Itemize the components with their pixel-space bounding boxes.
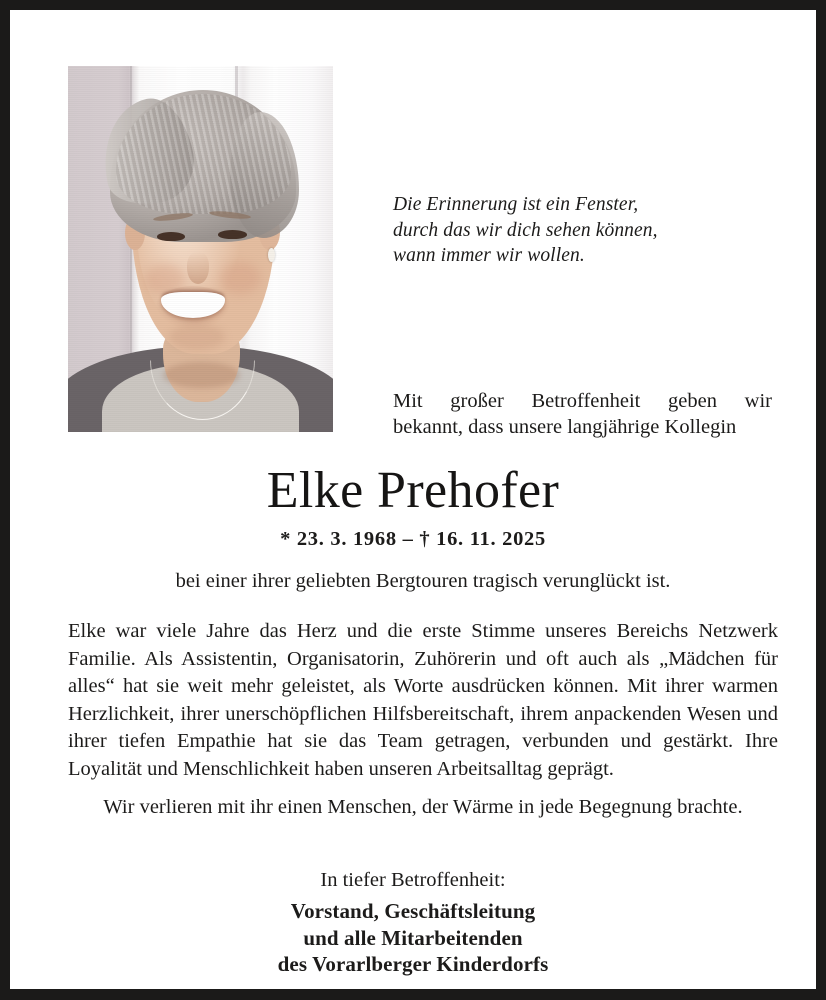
lead-sentence: bei einer ihrer geliebten Bergtouren tragisch verunglückt ist.	[175, 570, 671, 592]
tribute-paragraph-1: Elke war viele Jahre das Herz und die erste Stimme unseres Bereichs Netzwerk Familie. Als Assistentin, Organisatorin, Zuhörerin und oft auch als „Mädchen für alles“ hat sie weit mehr geleistet, als Worte ausdrücken können. Mit ihrer warmen Herzlichkeit, ihrer unerschöpflichen Hilfsbereitschaft, ihrem anpackenden Wesen und ihrer tiefen Empathie hat sie das Team getragen, verbunden und gestärkt. Ihre Loyalität und Menschlichkeit haben unseren Arbeitsalltag geprägt.	[68, 620, 778, 780]
photo-earring	[268, 248, 275, 262]
portrait-photo	[68, 66, 333, 432]
photo-eye-right	[218, 230, 247, 239]
signatory-line-1: Vorstand, Geschäftsleitung	[290, 899, 536, 923]
quote-line-3: wann immer wir wollen.	[393, 245, 585, 266]
tribute-paragraph-2: Wir verlieren mit ihr einen Menschen, der Wärme in jede Begegnung brachte.	[103, 796, 743, 818]
announcement-line-1: Mit großer Betroffenheit geben wir	[393, 390, 772, 412]
announcement-text	[393, 388, 772, 440]
memorial-quote	[393, 192, 723, 269]
photo-chin-shadow	[169, 324, 225, 350]
quote-line-1: Die Erinnerung ist ein Fenster,	[393, 194, 639, 215]
notice-sheet	[10, 10, 816, 989]
signatory-line-2: und alle Mitarbeitenden	[303, 925, 523, 950]
closing-block	[10, 866, 816, 978]
signatory-organisation	[10, 898, 816, 978]
deceased-dates: * 23. 3. 1968 – † 16. 11. 2025	[280, 528, 546, 550]
closing-intro: In tiefer Betroffenheit:	[320, 869, 506, 891]
announcement-line-2: bekannt, dass unsere langjährige Kollegin	[393, 416, 737, 438]
photo-eye-left	[157, 232, 185, 241]
deceased-name: Elke Prehofer	[266, 462, 560, 519]
quote-line-2: durch das wir dich sehen können,	[393, 219, 658, 241]
signatory-line-3: des Vorarlberger Kinderdorfs	[277, 952, 549, 976]
